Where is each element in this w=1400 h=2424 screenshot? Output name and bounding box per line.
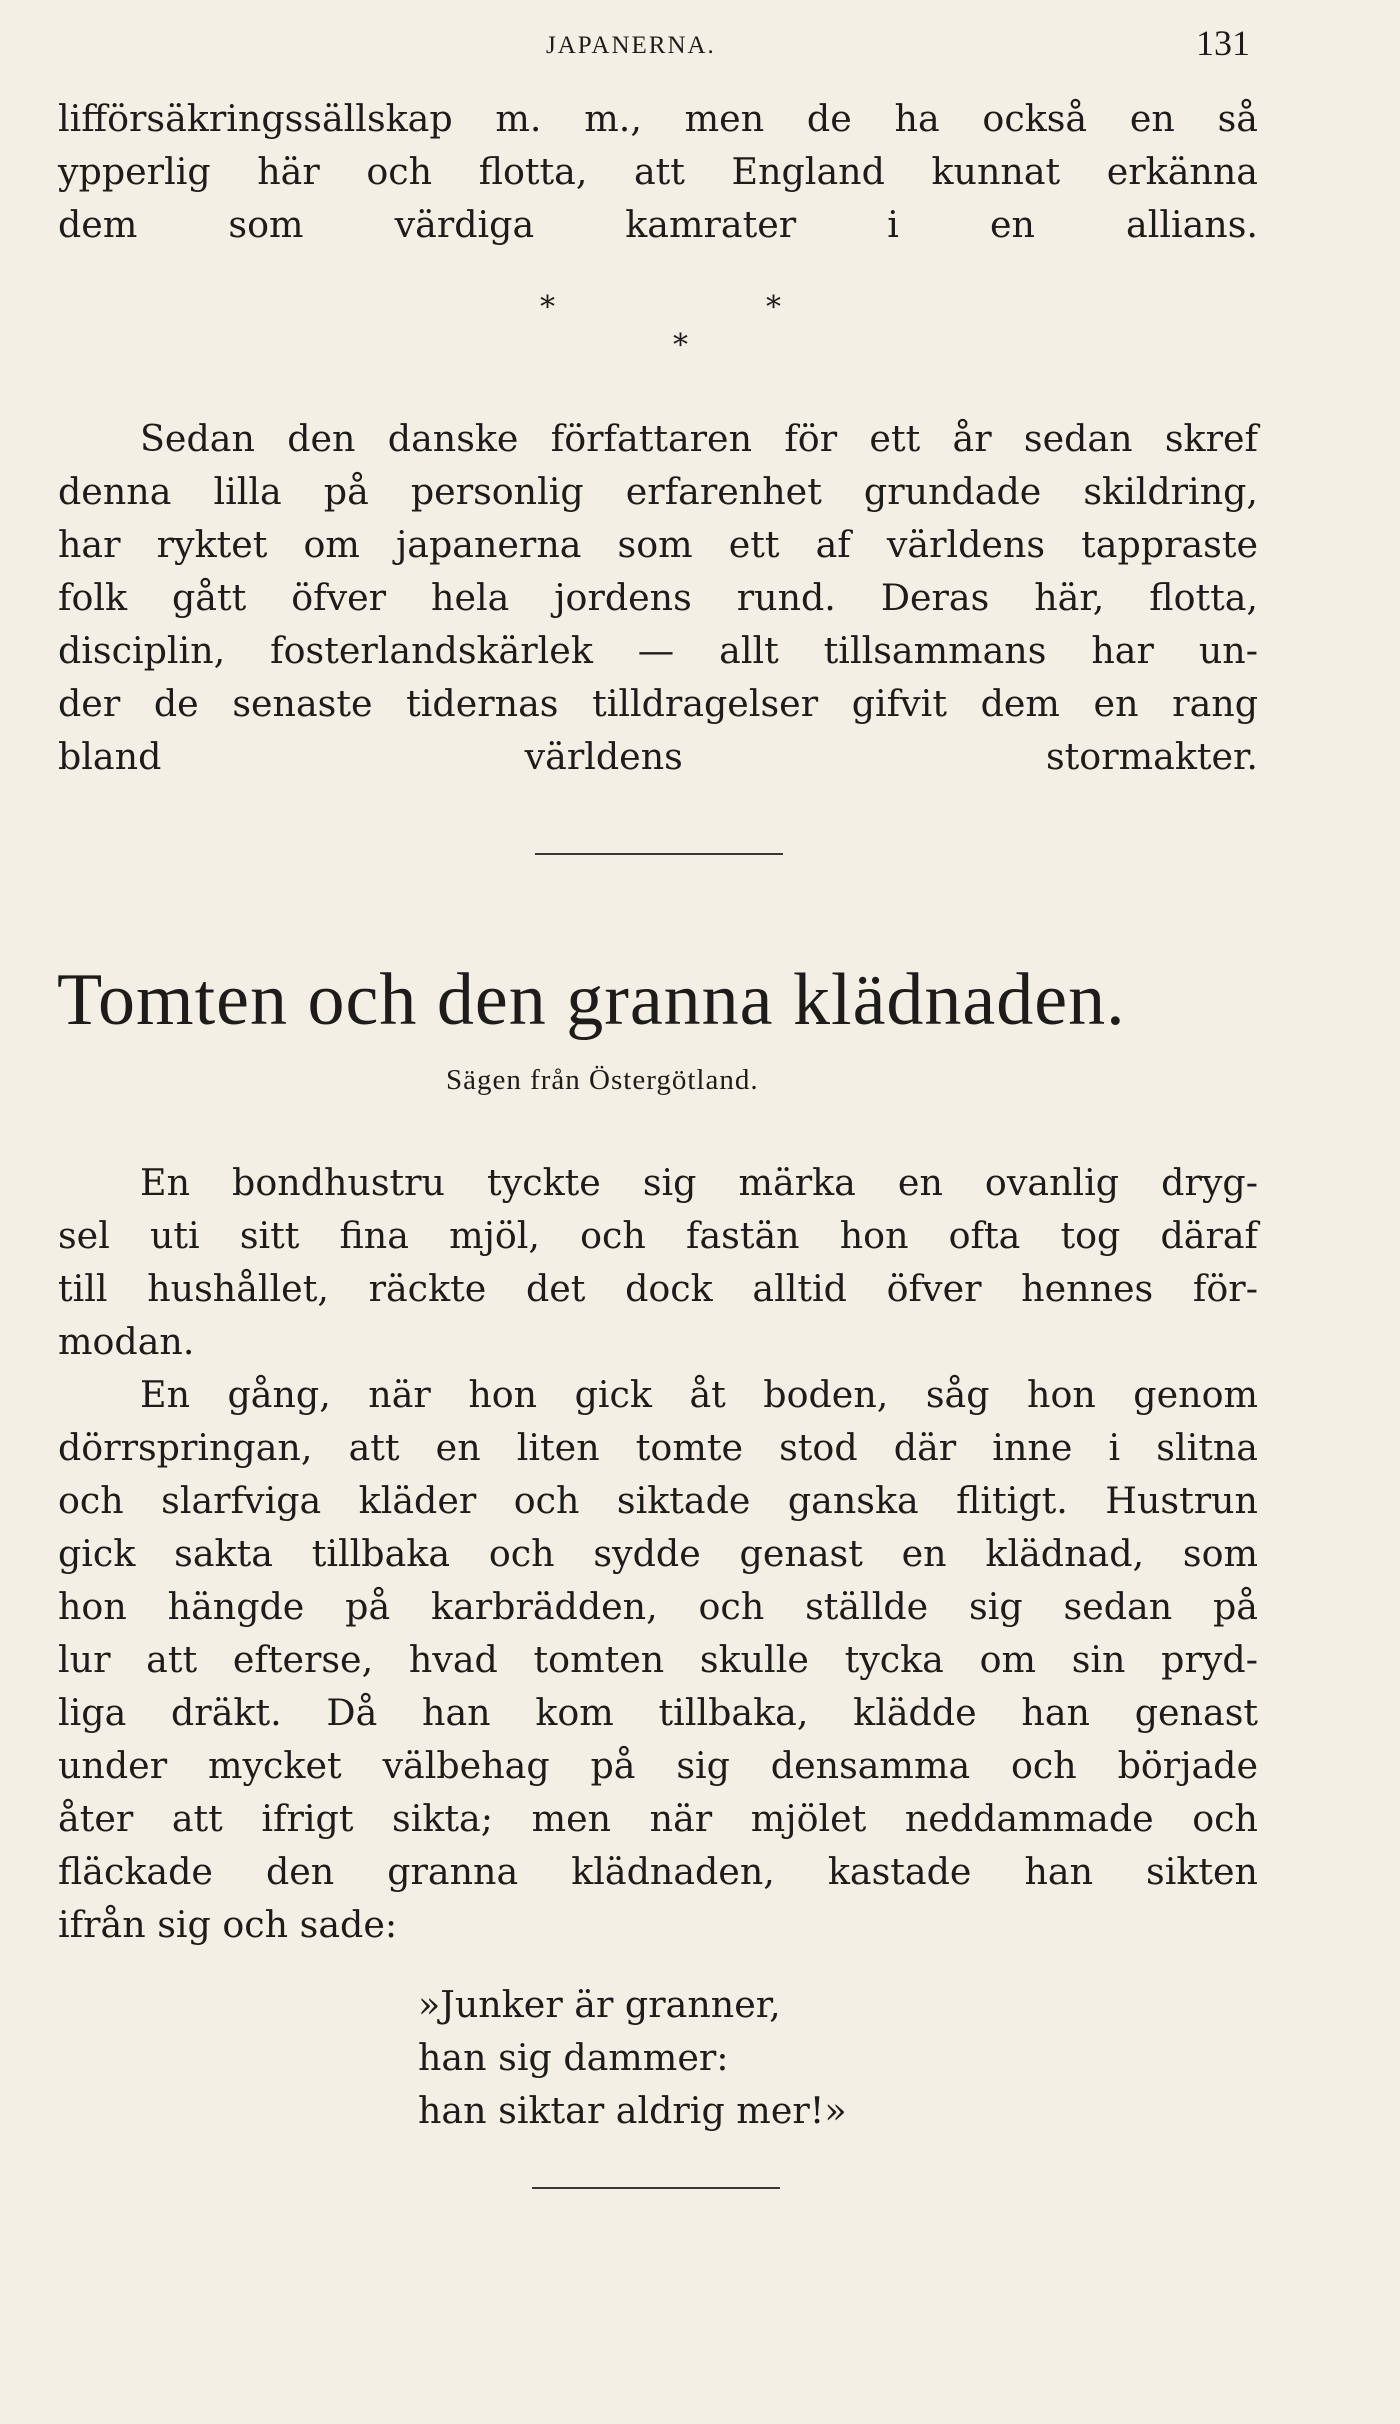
text-line: och slarfviga kläder och siktade ganska flitigt. Hustrun bbox=[58, 1479, 1258, 1522]
text-line: folk gått öfver hela jordens rund. Deras här, flotta, bbox=[58, 576, 1258, 619]
verse-line: »Junker är granner, bbox=[418, 1983, 781, 2026]
paragraph-japanese-reputation bbox=[58, 412, 1258, 783]
paragraph-drygsel bbox=[58, 1156, 1258, 1368]
text-line: har ryktet om japanerna som ett af världens tappraste bbox=[58, 523, 1258, 566]
text-line: modan. bbox=[58, 1320, 195, 1363]
text-line: lifförsäkringssällskap m. m., men de ha också en så bbox=[58, 97, 1258, 140]
text-line: fläckade den granna klädnaden, kastade han sikten bbox=[58, 1850, 1258, 1893]
paragraph-continuation bbox=[58, 92, 1258, 251]
text-line: Sedan den danske författaren för ett år sedan skref bbox=[140, 417, 1258, 460]
text-line: åter att ifrigt sikta; men när mjölet neddammade och bbox=[58, 1797, 1258, 1840]
text-line: lur att efterse, hvad tomten skulle tycka om sin pryd- bbox=[58, 1638, 1258, 1681]
running-title: JAPANERNA. bbox=[546, 32, 716, 59]
text-line: gick sakta tillbaka och sydde genast en klädnad, som bbox=[58, 1532, 1258, 1575]
text-line: denna lilla på personlig erfarenhet grundade skildring, bbox=[58, 470, 1258, 513]
text-line: till hushållet, räckte det dock alltid öfver hennes för- bbox=[58, 1267, 1258, 1310]
text-line: ifrån sig och sade: bbox=[58, 1903, 398, 1946]
page-number: 131 bbox=[1196, 23, 1250, 63]
text-line: En bondhustru tyckte sig märka en ovanlig dryg- bbox=[140, 1161, 1258, 1204]
text-line: sel uti sitt fina mjöl, och fastän hon ofta tog däraf bbox=[58, 1214, 1258, 1257]
text-line: liga dräkt. Då han kom tillbaka, klädde han genast bbox=[58, 1691, 1258, 1734]
paragraph-tomte-story bbox=[58, 1368, 1258, 1951]
story-subtitle: Sägen från Östergötland. bbox=[446, 1064, 759, 1096]
text-line: hon hängde på karbrädden, och ställde sig sedan på bbox=[58, 1585, 1258, 1628]
end-rule bbox=[532, 2187, 780, 2189]
text-line: ypperlig här och flotta, att England kunnat erkänna bbox=[58, 150, 1258, 193]
text-line: disciplin, fosterlandskärlek — allt tillsammans har un- bbox=[58, 629, 1258, 672]
section-rule bbox=[535, 853, 783, 855]
asterisk: * bbox=[673, 328, 688, 363]
verse-line: han sig dammer: bbox=[418, 2036, 729, 2079]
page-header bbox=[56, 20, 1250, 80]
text-line: der de senaste tidernas tilldragelser gifvit dem en rang bbox=[58, 682, 1258, 725]
text-line: dörrspringan, att en liten tomte stod där inne i slitna bbox=[58, 1426, 1258, 1469]
story-title: Tomten och den granna klädnaden. bbox=[57, 959, 1126, 1041]
asterisk: * bbox=[540, 290, 555, 325]
verse-quote bbox=[418, 1978, 847, 2137]
text-line: bland världens stormakter. bbox=[58, 735, 1258, 778]
asterism-divider bbox=[540, 290, 781, 370]
text-line: dem som värdiga kamrater i en allians. bbox=[58, 203, 1258, 246]
asterisk: * bbox=[766, 290, 781, 325]
verse-line: han siktar aldrig mer!» bbox=[418, 2089, 847, 2132]
text-line: under mycket välbehag på sig densamma och började bbox=[58, 1744, 1258, 1787]
text-line: En gång, när hon gick åt boden, såg hon genom bbox=[140, 1373, 1258, 1416]
